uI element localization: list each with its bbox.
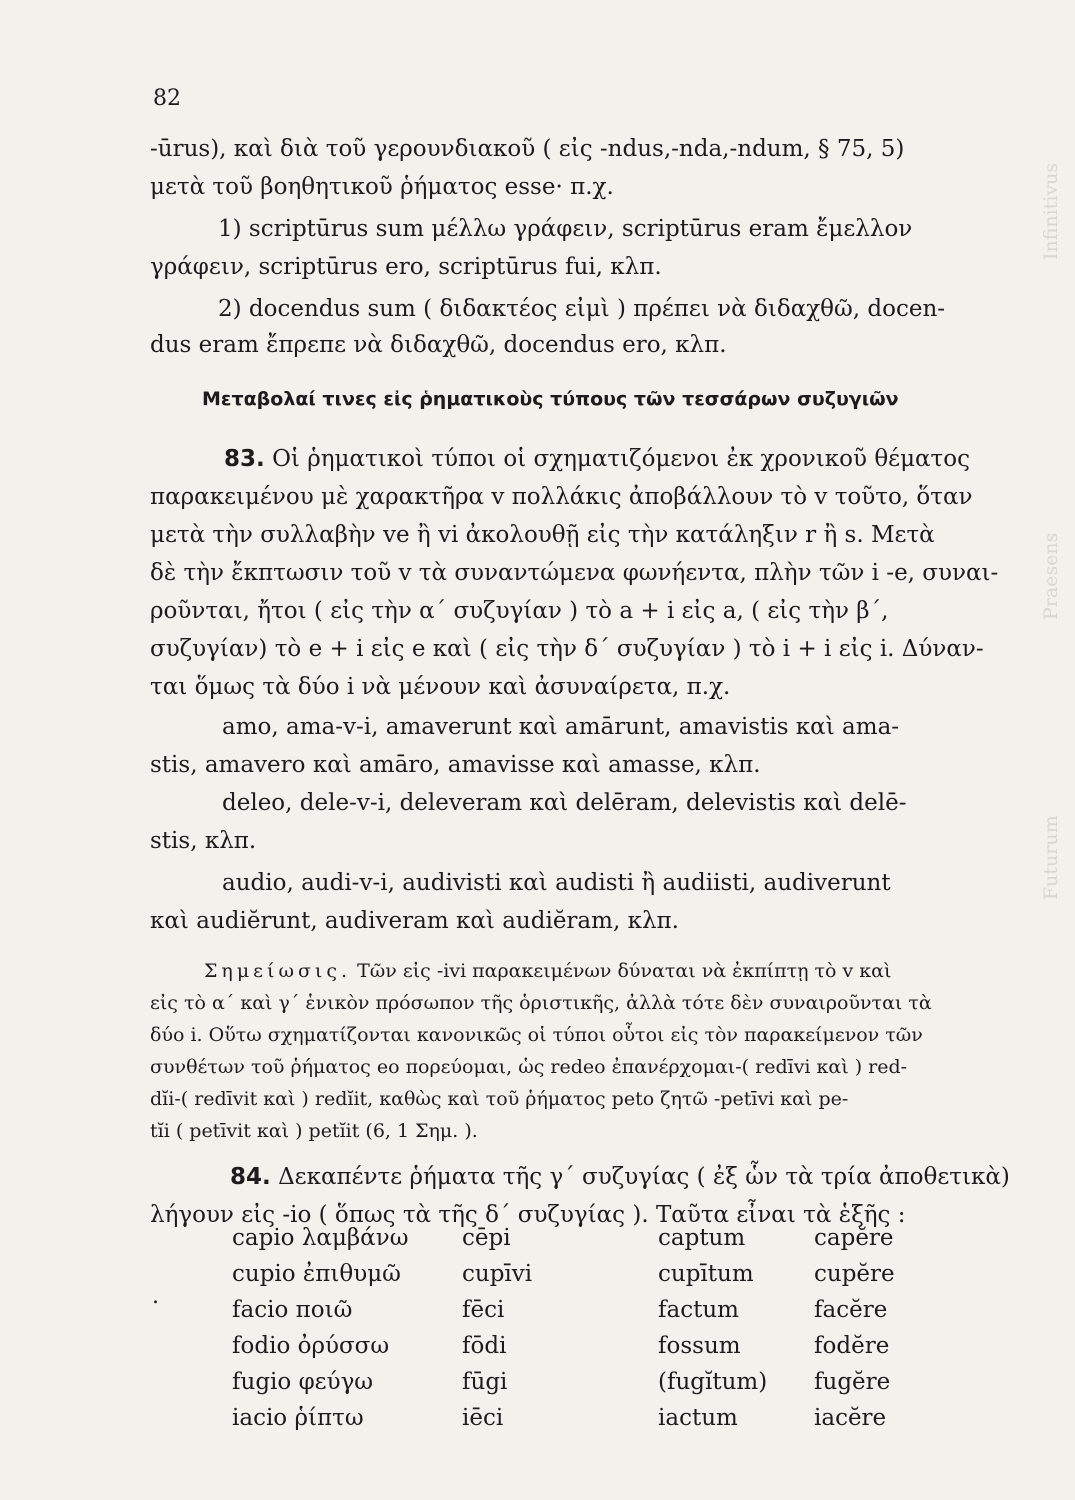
stray-mark: . — [152, 1284, 159, 1309]
table-row — [232, 1364, 934, 1400]
verb-principal-parts-table — [232, 1220, 934, 1436]
example-line: deleo, dele-v-i, deleveram καὶ delēram, delevistis καὶ delē- — [222, 790, 907, 816]
table-cell: cupio ἐπιθυμῶ — [232, 1261, 401, 1287]
table-cell: iacĕre — [814, 1405, 887, 1431]
table-cell: fugio φεύγω — [232, 1369, 374, 1395]
text-line: λήγουν εἰς -io ( ὅπως τὰ τῆς δ΄ συζυγίας ). Ταῦτα εἶναι τὰ ἑξῆς : — [150, 1202, 906, 1228]
table-cell: cupīvi — [462, 1261, 533, 1287]
table-cell: iēci — [462, 1405, 504, 1431]
table-cell: cēpi — [462, 1225, 511, 1251]
text-line: παρακειμένου μὲ χαρακτῆρα v πολλάκις ἀποβάλλουν τὸ v τοῦτο, ὅταν — [150, 484, 973, 510]
note-line: εἰς τὸ α΄ καὶ γ΄ ἑνικὸν πρόσωπον τῆς ὁριστικῆς, ἀλλὰ τότε δὲν συναιροῦνται τὰ — [150, 992, 932, 1014]
section-number: 83. — [224, 446, 265, 472]
text-line: συζυγίαν) τὸ e + i εἰς e καὶ ( εἰς τὴν δ΄ συζυγίαν ) τὸ i + i εἰς i. Δύναν- — [150, 636, 984, 662]
table-cell: fossum — [658, 1333, 741, 1359]
note-line: Τῶν εἰς -ivi παρακειμένων δύναται νὰ ἐκπίπτῃ τὸ v καὶ — [357, 960, 892, 982]
text-line: δὲ τὴν ἔκπτωσιν τοῦ v τὰ συναντώμενα φωνήεντα, πλὴν τῶν i -e, συναι- — [150, 560, 999, 586]
table-cell: capio λαμβάνω — [232, 1225, 409, 1251]
example-line: stis, amavero καὶ amāro, amavisse καὶ amasse, κλπ. — [150, 752, 761, 778]
table-cell: fūgi — [462, 1369, 508, 1395]
text-line: dus eram ἔπρεπε νὰ διδαχθῶ, docendus ero, κλπ. — [150, 332, 727, 358]
section-heading: Μεταβολαί τινες εἰς ῥηματικοὺς τύπους τῶν τεσσάρων συζυγιῶν — [202, 388, 899, 410]
note-first-line — [204, 960, 891, 982]
table-cell: captum — [658, 1225, 746, 1251]
table-cell: factum — [658, 1297, 739, 1323]
note-line: δύο i. Οὕτω σχηματίζονται κανονικῶς οἱ τύποι οὗτοι εἰς τὸν παρακείμενον τῶν — [150, 1024, 923, 1046]
bleed-through-text: Futurum — [1040, 815, 1062, 900]
table-cell: fēci — [462, 1297, 505, 1323]
table-row — [232, 1400, 934, 1436]
table-row — [232, 1292, 934, 1328]
bleed-through-text: Infinitivus — [1040, 162, 1062, 260]
text-line: ροῦνται, ἤτοι ( εἰς τὴν α΄ συζυγίαν ) τὸ a + i εἰς a, ( εἰς τὴν β΄, — [150, 598, 889, 624]
note-line: dĭi-( redīvit καὶ ) redĭit, καθὼς καὶ τοῦ ῥήματος peto ζητῶ -petīvi καὶ pe- — [150, 1088, 849, 1110]
example-line: καὶ audiĕrunt, audiveram καὶ audiĕram, κλπ. — [150, 908, 679, 934]
table-row — [232, 1220, 934, 1256]
text-line: μετὰ τὴν συλλαβὴν ve ἢ vi ἀκολουθῇ εἰς τὴν κατάληξιν r ἢ s. Μετὰ — [150, 522, 935, 548]
text-line: 1) scriptūrus sum μέλλω γράφειν, scriptūrus eram ἔμελλον — [218, 216, 913, 242]
table-row — [232, 1328, 934, 1364]
section-83-first-line — [224, 446, 970, 472]
text-line: μετὰ τοῦ βοηθητικοῦ ῥήματος esse· π.χ. — [150, 174, 614, 200]
text-line: 2) docendus sum ( διδακτέος εἰμὶ ) πρέπει νὰ διδαχθῶ, docen- — [218, 296, 946, 322]
table-cell: capĕre — [814, 1225, 894, 1251]
table-cell: facio ποιῶ — [232, 1297, 353, 1323]
example-line: audio, audi-v-i, audivisti καὶ audisti ἢ audiisti, audiverunt — [222, 870, 891, 896]
note-line: tĭi ( petīvit καὶ ) petĭit (6, 1 Σημ. ). — [150, 1120, 478, 1142]
bleed-through-text: Praesens — [1040, 532, 1062, 620]
table-cell: (fugĭtum) — [658, 1369, 768, 1395]
section-84-first-line — [230, 1164, 1010, 1190]
page-number: 82 — [153, 86, 181, 111]
text-line: γράφειν, scriptūrus ero, scriptūrus fui, κλπ. — [150, 254, 662, 280]
table-cell: fodio ὀρύσσω — [232, 1333, 390, 1359]
table-cell: cupĕre — [814, 1261, 895, 1287]
table-cell: iacio ῥίπτω — [232, 1405, 364, 1431]
table-cell: iactum — [658, 1405, 738, 1431]
table-cell: facĕre — [814, 1297, 888, 1323]
table-cell: fodĕre — [814, 1333, 890, 1359]
example-line: stis, κλπ. — [150, 828, 257, 854]
note-line: συνθέτων τοῦ ῥήματος eo πορεύομαι, ὡς redeo ἐπανέρχομαι-( redīvi καὶ ) red- — [150, 1056, 908, 1078]
table-row — [232, 1256, 934, 1292]
text-line: Δεκαπέντε ῥήματα τῆς γ΄ συζυγίας ( ἐξ ὧν τὰ τρία ἀποθετικὰ) — [278, 1164, 1010, 1190]
table-cell: fugĕre — [814, 1369, 891, 1395]
text-line: -ūrus), καὶ διὰ τοῦ γερουνδιακοῦ ( εἰς -ndus,-nda,-ndum, § 75, 5) — [150, 136, 905, 162]
table-cell: cupītum — [658, 1261, 754, 1287]
section-number: 84. — [230, 1164, 271, 1190]
text-line: ται ὅμως τὰ δύο i νὰ μένουν καὶ ἀσυναίρετα, π.χ. — [150, 674, 731, 700]
text-line: Οἱ ῥηματικοὶ τύποι οἱ σχηματιζόμενοι ἐκ χρονικοῦ θέματος — [272, 446, 971, 472]
example-line: amo, ama-v-i, amaverunt καὶ amārunt, amavistis καὶ ama- — [222, 714, 900, 740]
table-cell: fōdi — [462, 1333, 507, 1359]
note-label: Σημείωσις. — [204, 960, 352, 982]
